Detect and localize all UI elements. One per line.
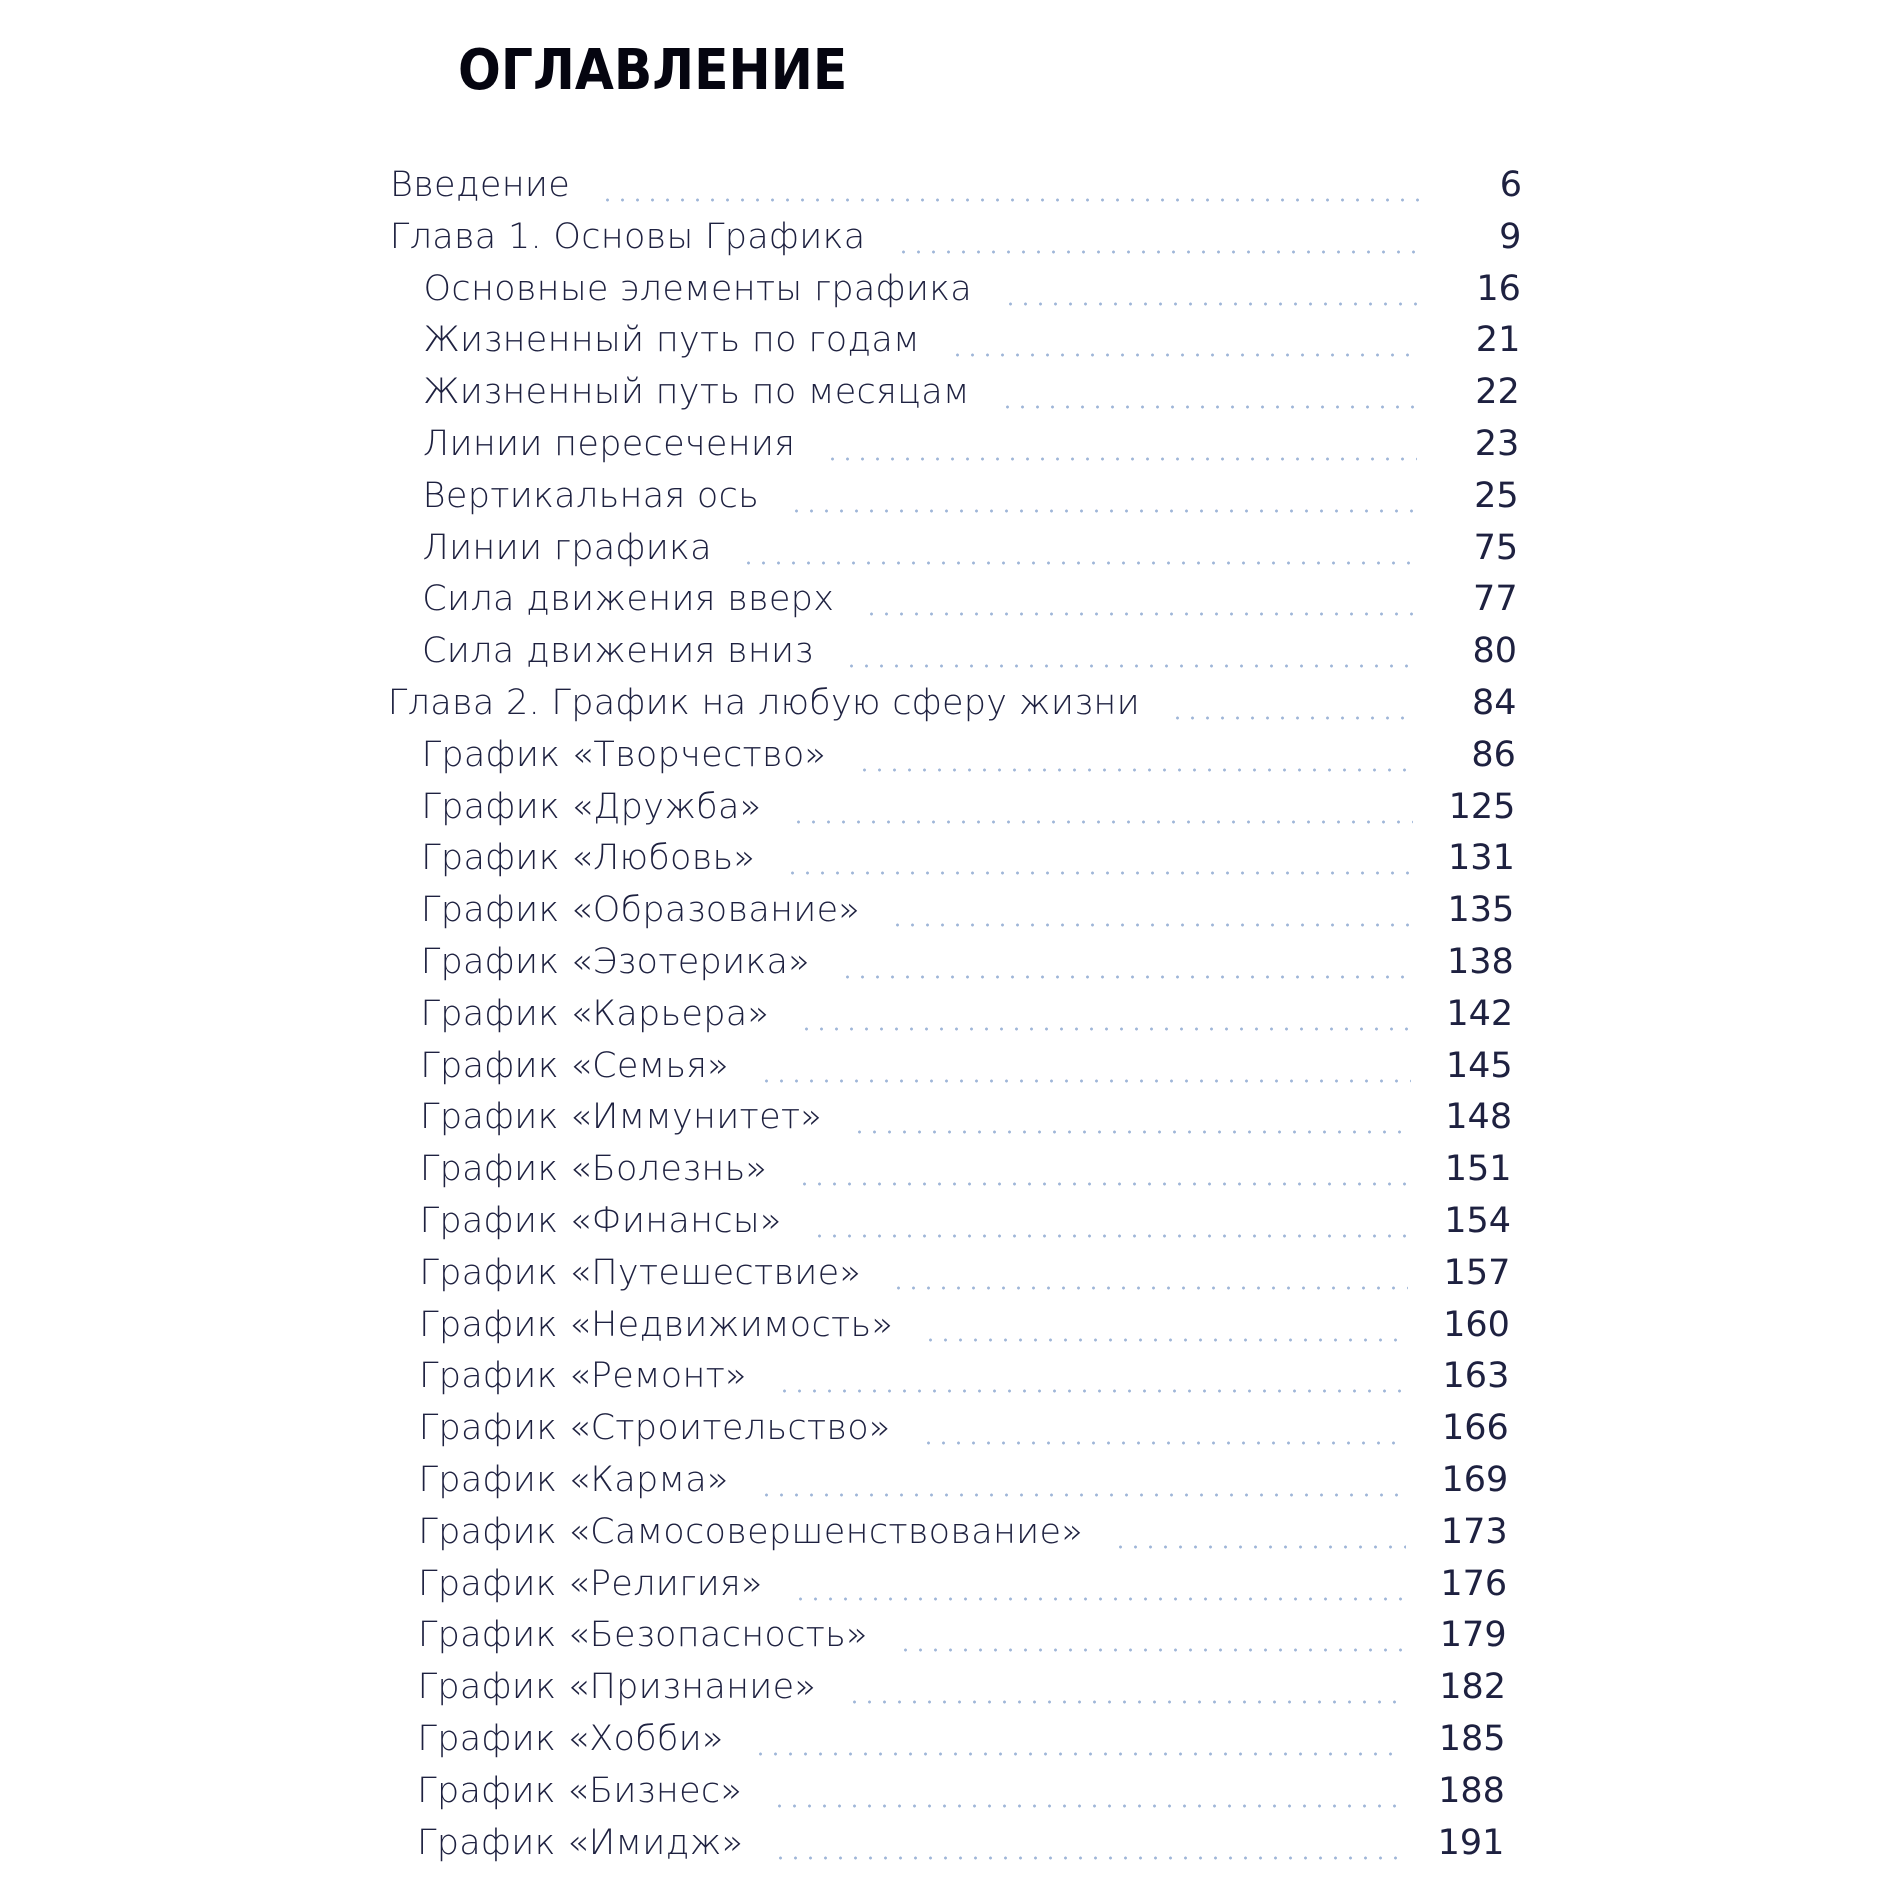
dot-leader (772, 1804, 1403, 1808)
toc-section-entry[interactable] (0, 264, 1890, 314)
toc-page-number: 84 (1471, 683, 1517, 723)
toc-page-number: 138 (1446, 942, 1514, 982)
toc-page-number: 148 (1445, 1097, 1513, 1138)
toc-entry-label: График «Финансы» (419, 1201, 782, 1241)
toc-section-entry[interactable] (0, 367, 1890, 417)
toc-entry-label: Сила движения вниз (422, 631, 814, 672)
dot-leader (797, 1182, 1410, 1186)
toc-page-number: 86 (1471, 734, 1516, 775)
toc-section-entry[interactable] (0, 1403, 1890, 1453)
toc-entry-label: График «Семья» (420, 1045, 730, 1086)
toc-section-entry[interactable] (0, 1300, 1890, 1350)
toc-entry-label: График «Безопасность» (417, 1615, 868, 1656)
toc-page-number: 75 (1473, 527, 1519, 568)
toc-section-entry[interactable] (0, 937, 1890, 987)
toc-section-entry[interactable] (0, 1662, 1890, 1712)
toc-entry-label: График «Карьера» (420, 993, 770, 1034)
toc-entry-label: График «Карма» (418, 1460, 729, 1500)
dot-leader (759, 1079, 1411, 1083)
toc-section-entry[interactable] (0, 1248, 1890, 1298)
toc-entry-label: Жизненный путь по месяцам (423, 372, 970, 413)
toc-section-entry[interactable] (0, 1351, 1890, 1401)
toc-page-number: 80 (1472, 631, 1518, 672)
dot-leader (825, 457, 1417, 461)
toc-page-number: 25 (1474, 475, 1519, 516)
toc-page-number: 151 (1444, 1149, 1512, 1190)
toc-page-number: 179 (1439, 1615, 1507, 1656)
toc-page-number: 166 (1441, 1408, 1509, 1449)
dot-leader (1170, 716, 1415, 720)
dot-leader (753, 1752, 1404, 1756)
toc-entry-label: График «Религия» (418, 1563, 763, 1604)
toc-entry-label: График «Путешествие» (419, 1252, 862, 1293)
dot-leader (898, 1648, 1405, 1652)
toc-page-number: 22 (1475, 372, 1520, 413)
toc-entry-label: Линии графика (422, 527, 712, 568)
toc-section-entry[interactable] (0, 315, 1890, 365)
toc-section-entry[interactable] (0, 1041, 1890, 1091)
dot-leader (847, 1700, 1404, 1704)
toc-page-number: 77 (1473, 579, 1518, 620)
toc-entry-label: График «Творчество» (421, 734, 827, 775)
dot-leader (840, 975, 1412, 979)
dot-leader (864, 612, 1416, 616)
toc-page-number: 163 (1442, 1356, 1510, 1397)
dot-leader (852, 1130, 1410, 1134)
toc-entry-label: График «Признание» (417, 1667, 817, 1708)
toc-section-entry[interactable] (0, 1714, 1890, 1764)
toc-entry-label: График «Недвижимость» (419, 1304, 894, 1345)
toc-section-entry[interactable] (0, 730, 1890, 780)
toc-entry-label: График «Ремонт» (418, 1356, 747, 1397)
toc-page-number: 145 (1445, 1045, 1513, 1086)
toc-section-entry[interactable] (0, 1507, 1890, 1557)
toc-page-number: 173 (1440, 1511, 1508, 1552)
toc-section-entry[interactable] (0, 626, 1890, 676)
toc-entry-label: График «Болезнь» (419, 1149, 768, 1190)
dot-leader (759, 1493, 1406, 1497)
toc-section-entry[interactable] (0, 1766, 1890, 1816)
toc-entry-label: Линии пересечения (422, 424, 796, 464)
dot-leader (793, 1597, 1405, 1601)
toc-entry-label: График «Эзотерика» (420, 942, 810, 982)
toc-entry-label: График «Любовь» (421, 838, 756, 879)
toc-section-entry[interactable] (0, 782, 1890, 832)
toc-entry-label: График «Дружба» (421, 786, 762, 827)
dot-leader (799, 1027, 1411, 1031)
toc-section-entry[interactable] (0, 1559, 1890, 1609)
toc-section-entry[interactable] (0, 1144, 1890, 1194)
dot-leader (741, 561, 1416, 565)
toc-page-number: 176 (1440, 1563, 1508, 1604)
toc-section-entry[interactable] (0, 471, 1890, 521)
toc-page-number: 157 (1443, 1252, 1511, 1293)
toc-page-number: 188 (1438, 1770, 1505, 1811)
toc-page-number: 191 (1437, 1822, 1505, 1863)
toc-chapter-entry[interactable] (0, 160, 1890, 210)
toc-entry-label: График «Имидж» (416, 1822, 744, 1863)
toc-entry-label: График «Строительство» (418, 1408, 891, 1449)
toc-entry-label: График «Бизнес» (417, 1770, 743, 1811)
toc-page-number: 154 (1444, 1201, 1511, 1241)
dot-leader (921, 1441, 1407, 1445)
toc-section-entry[interactable] (0, 989, 1890, 1039)
toc-entry-label: График «Иммунитет» (420, 1097, 823, 1138)
toc-section-entry[interactable] (0, 1610, 1890, 1660)
dot-leader (791, 820, 1413, 824)
toc-page-number: 21 (1475, 320, 1521, 361)
toc-chapter-entry[interactable] (0, 678, 1890, 728)
toc-entry-label: Глава 2. График на любую сферу жизни (387, 683, 1140, 723)
dot-leader (600, 198, 1420, 202)
page-title: ОГЛАВЛЕНИЕ (458, 38, 848, 103)
toc-page-number: 6 (1499, 165, 1522, 205)
toc-section-entry[interactable] (0, 885, 1890, 935)
dot-leader (857, 768, 1414, 772)
toc-page-number: 16 (1476, 268, 1521, 309)
dot-leader (789, 509, 1417, 513)
toc-page-number: 169 (1441, 1460, 1509, 1500)
toc-page-number: 23 (1474, 424, 1520, 464)
dot-leader (1003, 302, 1419, 306)
toc-chapter-entry[interactable] (0, 212, 1890, 262)
toc-page-number: 185 (1438, 1719, 1506, 1759)
dot-leader (950, 353, 1418, 357)
toc-entry-label: Сила движения вверх (422, 579, 835, 620)
dot-leader (1000, 405, 1418, 409)
dot-leader (844, 664, 1415, 668)
toc-page-number: 9 (1499, 216, 1522, 257)
toc-section-entry[interactable] (0, 419, 1890, 469)
toc-section-entry[interactable] (0, 833, 1890, 883)
dot-leader (896, 250, 1419, 254)
toc-page-number: 182 (1439, 1667, 1507, 1708)
toc-section-entry[interactable] (0, 523, 1890, 573)
toc-section-entry[interactable] (0, 1455, 1890, 1505)
toc-entry-label: График «Образование» (420, 890, 861, 931)
dot-leader (812, 1234, 1409, 1238)
toc-section-entry[interactable] (0, 574, 1890, 624)
toc-entry-label: Вертикальная ось (422, 475, 760, 516)
toc-page-number: 135 (1447, 890, 1515, 931)
toc-entry-label: Жизненный путь по годам (423, 320, 920, 361)
dot-leader (923, 1338, 1408, 1342)
dot-leader (891, 1286, 1408, 1290)
dot-leader (1113, 1545, 1406, 1549)
dot-leader (773, 1856, 1402, 1860)
dot-leader (890, 923, 1412, 927)
toc-section-entry[interactable] (0, 1818, 1890, 1868)
toc-page-number: 125 (1448, 786, 1516, 827)
toc-entry-label: Основные элементы графика (423, 268, 973, 309)
toc-page-number: 131 (1448, 838, 1515, 879)
toc-entry-label: График «Самосовершенствование» (418, 1511, 1084, 1552)
toc-entry-label: Глава 1. Основы Графика (389, 216, 866, 257)
toc-section-entry[interactable] (0, 1092, 1890, 1142)
toc-page-number: 142 (1446, 993, 1514, 1034)
toc-section-entry[interactable] (0, 1196, 1890, 1246)
dot-leader (785, 871, 1413, 875)
dot-leader (777, 1389, 1407, 1393)
toc-page-number: 160 (1443, 1304, 1510, 1345)
toc-entry-label: Введение (390, 165, 571, 205)
toc-entry-label: График «Хобби» (417, 1719, 724, 1759)
